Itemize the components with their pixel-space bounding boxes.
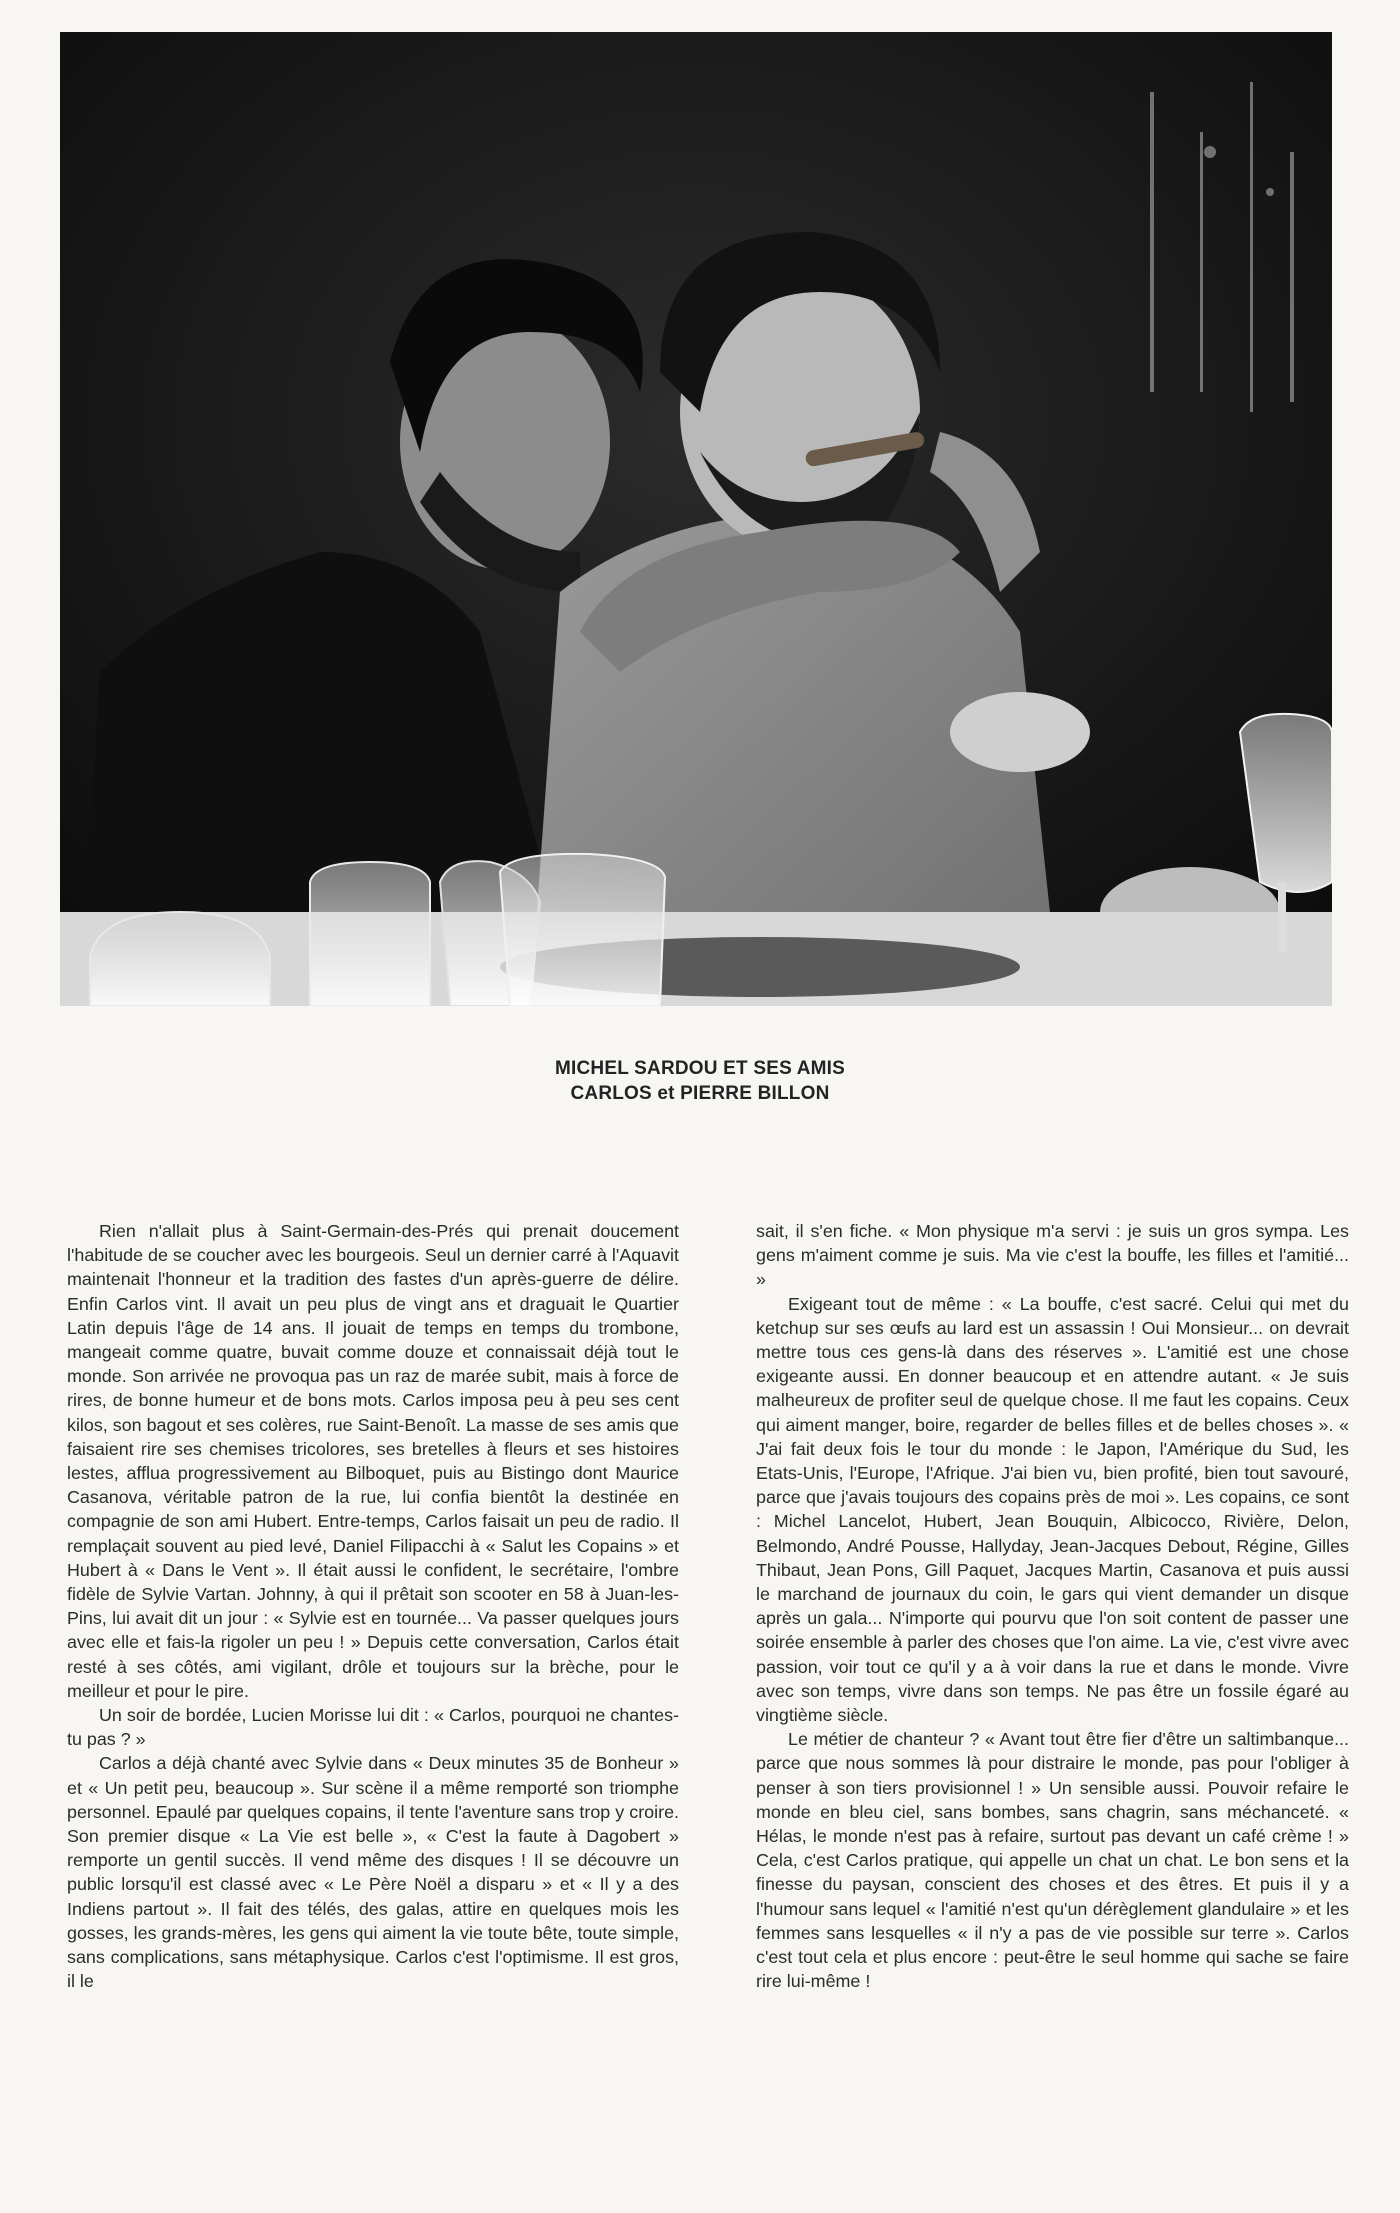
paragraph: Carlos a déjà chanté avec Sylvie dans « Deux minutes 35 de Bonheur » et « Un petit peu, beaucoup ». Sur scène il a même remporté son triomphe personnel. Epaulé par quelques copains, il tente l'aventure sans trop y croire. Son premier disque « La Vie est belle », « C'est la faute à Dagobert » remporte un gentil succès. Il vend même des disques ! Il se découvre un public lorsqu'il est classé avec « Le Père Noël a disparu » et « Il y a des Indiens partout ». Il fait des télés, des galas, attire en quelques mois les gosses, les grands-mères, les gens qui aiment la vie toute bête, toute simple, sans complications, sans métaphysique. Carlos c'est l'optimisme. Il est gros, il le xyxy=(67,1753,679,1992)
paragraph: Un soir de bordée, Lucien Morisse lui dit : « Carlos, pourquoi ne chantes-tu pas ? » xyxy=(67,1705,679,1750)
paragraph: Rien n'allait plus à Saint-Germain-des-Prés qui prenait doucement l'habitude de se coucher avec les bourgeois. Seul un dernier carré à l'Aquavit maintenait l'honneur et la tradition des fastes d'un après-guerre de délire. Enfin Carlos vint. Il avait un peu plus de vingt ans et draguait le Quartier Latin depuis l'âge de 14 ans. Il jouait de temps en temps du trombone, mangeait comme quatre, buvait comme douze et connaissait déjà tout le monde. Son arrivée ne provoqua pas un raz de marée subit, mais à force de rires, de bonne humeur et de bons mots. Carlos imposa peu à peu ses cent kilos, son bagout et ses colères, rue Saint-Benoît. La masse de ses amis que faisaient rire ses chemises tricolores, ses bretelles à fleurs et ses histoires lestes, afflua progressivement au Bilboquet, puis au Bistingo dont Maurice Casanova, véritable patron de la rue, lui confia bientôt la destinée en compagnie de son ami Hubert. Entre-temps, Carlos faisait un peu de radio. Il remplaçait souvent au pied levé, Daniel Filipacchi à « Salut les Copains » et Hubert à « Dans le Vent ». Il était aussi le confident, le secrétaire, l'ombre fidèle de Sylvie Vartan. Johnny, à qui il prêtait son scooter en 58 à Juan-les-Pins, lui avait dit un jour : « Sylvie est en tournée... Va passer quelques jours avec elle et fais-la rigoler un peu ! » Depuis cette conversation, Carlos était resté à ses côtés, ami vigilant, drôle et toujours sur la brèche, pour le meilleur et pour le pire. xyxy=(67,1221,679,1701)
photo-image xyxy=(60,32,1332,1006)
caption-line-2: CARLOS et PIERRE BILLON xyxy=(570,1083,830,1104)
article-column-right xyxy=(756,1219,1349,1994)
paragraph: Le métier de chanteur ? « Avant tout être fier d'être un saltimbanque... parce que nous sommes là pour distraire le monde, pas pour l'obliger à penser à son tiers provisionnel ! » Un sensible aussi. Pouvoir refaire le monde en bleu ciel, sans bombes, sans chagrin, sans méchanceté. « Hélas, le monde n'est pas à refaire, surtout pas devant un café crème ! » Cela, c'est Carlos pratique, qui appelle un chat un chat. Le bon sens et la finesse du paysan, conscient des choses et des êtres. Et puis il y a l'humour sans lequel « l'amitié n'est qu'un dérèglement glandulaire » et les femmes sans lesquelles « il n'y a pas de vie possible sur terre ». Carlos c'est tout cela et plus encore : peut-être le seul homme qui sache se faire rire lui-même ! xyxy=(756,1729,1349,1992)
paragraph: Exigeant tout de même : « La bouffe, c'est sacré. Celui qui met du ketchup sur ses œufs au lard est un assassin ! Oui Monsieur... on devrait mettre tous ces gens-là dans des réserves ». L'amitié est une chose exigeante aussi. En donner beaucoup et en attendre autant. « Je suis malheureux de profiter seul de quelque chose. Il me faut les copains. Ceux qui aiment manger, boire, regarder de belles filles et de belles choses ». « J'ai fait deux fois le tour du monde : le Japon, l'Amérique du Sud, les Etats-Unis, l'Europe, l'Afrique. J'ai bien vu, bien profité, bien tout savouré, parce que j'avais toujours des copains près de moi ». Les copains, ce sont : Michel Lancelot, Hubert, Jean Bouquin, Albicocco, Rivière, Delon, Belmondo, André Pousse, Hallyday, Jean-Jacques Debout, Régine, Gilles Thibaut, Jean Pons, Gill Paquet, Jacques Martin, Casanova et puis aussi le marchand de journaux du coin, le gars qui vient demander un disque après un gala... N'importe qui pourvu que l'on soit content de passer une soirée ensemble à parler des choses que l'on aime. La vie, c'est vivre avec passion, voir tout ce qu'il y a à voir dans la rue et dans le monde. Vivre avec son temps, vivre dans son temps. Ne pas être un fossile égaré au vingtième siècle. xyxy=(756,1293,1349,1726)
paragraph: sait, il s'en fiche. « Mon physique m'a servi : je suis un gros sympa. Les gens m'aiment comme je suis. Ma vie c'est la bouffe, les filles et l'amitié... » xyxy=(756,1221,1349,1290)
photograph xyxy=(60,32,1332,1006)
article-column-left xyxy=(67,1219,679,1994)
photo-caption xyxy=(0,1056,1400,1106)
caption-line-1: MICHEL SARDOU ET SES AMIS xyxy=(554,1058,846,1079)
